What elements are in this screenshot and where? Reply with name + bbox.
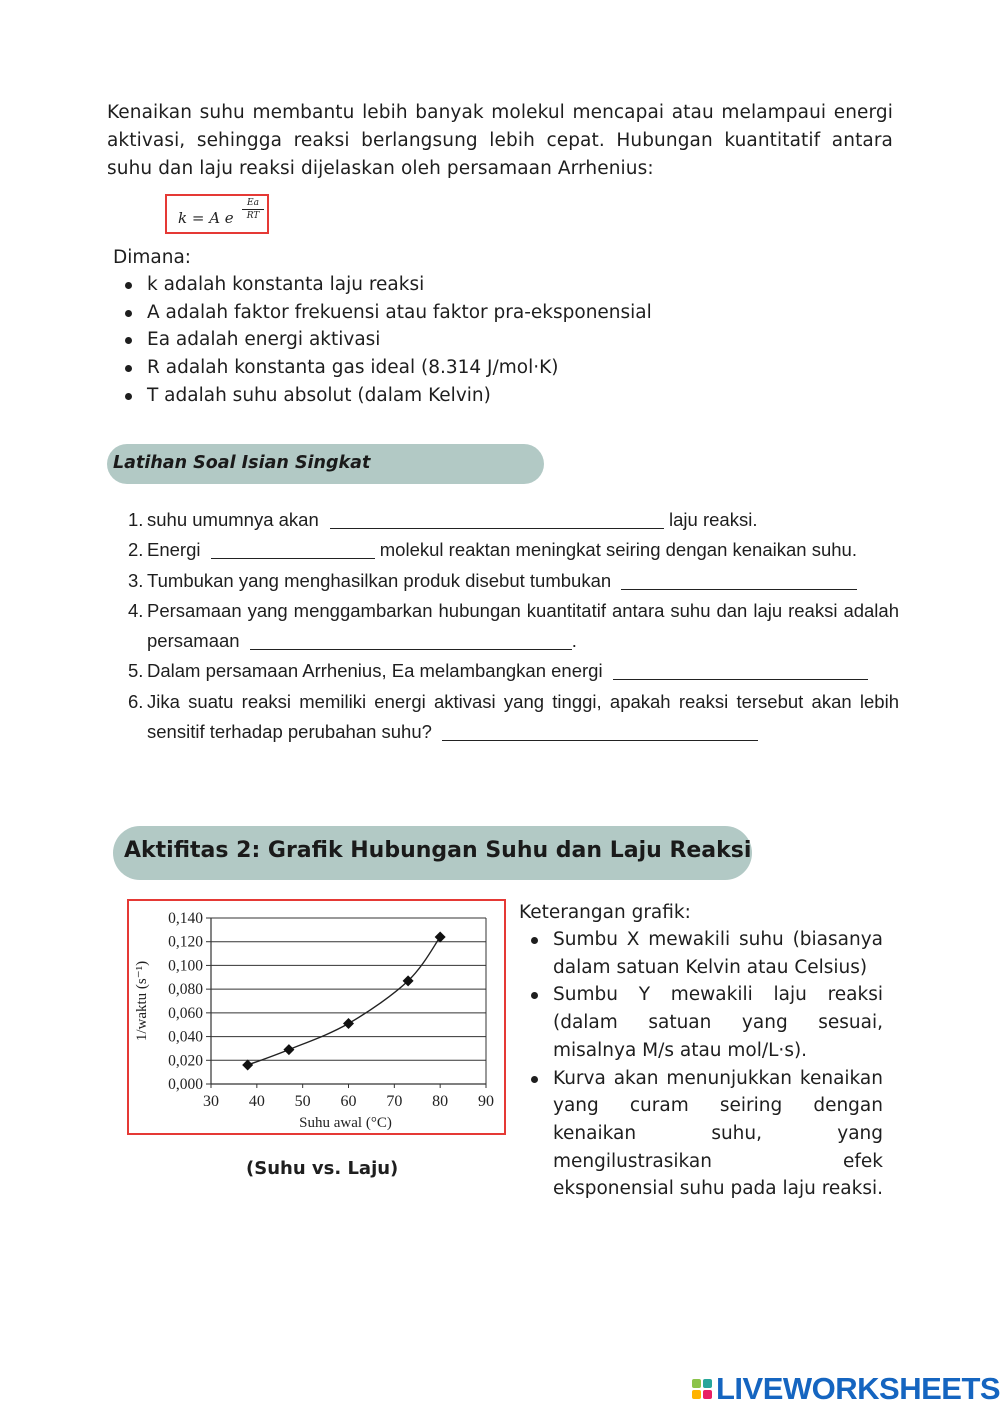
formula-denominator: RT (246, 211, 260, 221)
x-tick-label: 40 (248, 1093, 265, 1110)
question-number: 6. (128, 690, 144, 712)
question-text-after: molekul reaktan meningkat seiring dengan kenaikan suhu. (379, 539, 857, 561)
data-point (343, 1018, 354, 1029)
question-text-after: . (571, 630, 577, 652)
answer-blank[interactable] (211, 540, 375, 559)
list-item: Ea adalah energi aktivasi (122, 326, 652, 354)
x-tick-label: 70 (386, 1093, 403, 1110)
chart-caption: (Suhu vs. Laju) (246, 1158, 399, 1179)
temperature-rate-chart (127, 899, 506, 1135)
formula-exponent (242, 198, 264, 221)
list-item: A adalah faktor frekuensi atau faktor pra-eksponensial (122, 299, 652, 327)
question-item (128, 505, 899, 535)
y-tick-label: 0,080 (168, 981, 203, 999)
answer-blank[interactable] (621, 571, 857, 590)
answer-blank[interactable] (250, 631, 572, 650)
list-item: Sumbu Y mewakili laju reaksi (dalam satuan yang sesuai, misalnya M/s atau mol/L·s). (528, 981, 883, 1064)
chart-gridlines (211, 918, 486, 1084)
chart-trendline (248, 937, 441, 1065)
intro-paragraph: Kenaikan suhu membantu lebih banyak molekul mencapai atau melampaui energi aktivasi, sehingga reaksi berlangsung lebih cepat. Hubungan kuantitatif antara suhu dan laju reaksi dijelaskan oleh persamaan Arrhenius: (107, 102, 893, 179)
definitions-list (122, 271, 652, 410)
chart-notes-list (528, 926, 883, 1203)
question-item (128, 535, 899, 565)
y-tick-label: 0,040 (168, 1028, 203, 1046)
y-tick-label: 0,000 (168, 1076, 203, 1093)
question-text: suhu umumnya akan (147, 509, 319, 530)
logo-tile (703, 1379, 712, 1388)
activity-title: Aktifitas 2: Grafik Hubungan Suhu dan Laju Reaksi (124, 838, 752, 863)
y-tick-label: 0,020 (168, 1052, 203, 1070)
trendline (248, 937, 441, 1065)
question-item (128, 566, 899, 596)
formula-main: k = A e (178, 209, 234, 227)
data-point (242, 1060, 253, 1071)
chart-notes-title: Keterangan grafik: (519, 902, 691, 923)
question-text: Energi (147, 539, 201, 561)
list-item: Sumbu X mewakili suhu (biasanya dalam satuan Kelvin atau Celsius) (528, 926, 883, 981)
chart-points (242, 931, 446, 1070)
logo-tile (692, 1390, 701, 1399)
logo-tile (703, 1390, 712, 1399)
data-point (435, 931, 446, 942)
list-item: R adalah konstanta gas ideal (8.314 J/mol·K) (122, 354, 652, 382)
x-tick-label: 90 (478, 1093, 494, 1110)
x-tick-label: 30 (203, 1093, 219, 1110)
question-item (128, 596, 899, 657)
question-item (128, 687, 899, 748)
x-tick-label: 80 (432, 1093, 449, 1110)
chart-labels (134, 910, 494, 1131)
activity-section-header (113, 826, 752, 880)
data-point (283, 1044, 294, 1055)
question-number: 4. (128, 599, 144, 621)
question-list (128, 505, 899, 747)
logo-tile (692, 1379, 701, 1388)
question-number: 2. (128, 539, 144, 561)
list-item: k adalah konstanta laju reaksi (122, 271, 652, 299)
x-tick-label: 50 (294, 1093, 311, 1110)
list-item: Kurva akan menunjukkan kenaikan yang curam seiring dengan kenaikan suhu, yang mengilustrasikan efek eksponensial suhu pada laju reaksi. (528, 1065, 883, 1204)
y-tick-label: 0,120 (168, 933, 203, 951)
question-number: 5. (128, 660, 144, 682)
question-text: Dalam persamaan Arrhenius, Ea melambangkan energi (147, 660, 603, 682)
logo-text: LIVEWORKSHEETS (716, 1371, 1000, 1406)
y-tick-label: 0,060 (168, 1004, 203, 1022)
x-axis-title: Suhu awal (°C) (299, 1115, 392, 1131)
exercise-title: Latihan Soal Isian Singkat (113, 453, 371, 473)
liveworksheets-logo (692, 1372, 1000, 1406)
y-tick-label: 0,100 (168, 957, 203, 975)
chart-svg (129, 901, 504, 1133)
answer-blank[interactable] (442, 722, 758, 741)
question-text: Tumbukan yang menghasilkan produk disebut tumbukan (147, 569, 612, 591)
question-number: 1. (128, 509, 144, 530)
list-item: T adalah suhu absolut (dalam Kelvin) (122, 382, 652, 410)
question-text: Persamaan yang menggambarkan hubungan kuantitatif antara suhu dan laju reaksi adalah persamaan (147, 599, 899, 652)
answer-blank[interactable] (613, 661, 868, 680)
formula-numerator: Ea (247, 198, 259, 208)
logo-icon (692, 1379, 712, 1399)
exercise-section-header (107, 444, 544, 484)
y-axis-title: 1/waktu (s⁻¹) (134, 960, 150, 1042)
question-text: Jika suatu reaksi memiliki energi aktivasi yang tinggi, apakah reaksi tersebut akan lebih sensitif terhadap perubahan suhu? (147, 690, 899, 743)
question-item (128, 656, 899, 686)
question-number: 3. (128, 569, 144, 591)
x-tick-label: 60 (340, 1093, 357, 1110)
definitions-heading: Dimana: (113, 247, 192, 268)
arrhenius-formula (165, 194, 269, 234)
y-tick-label: 0,140 (168, 910, 203, 927)
question-text-after: laju reaksi. (669, 509, 758, 530)
answer-blank[interactable] (330, 510, 664, 529)
